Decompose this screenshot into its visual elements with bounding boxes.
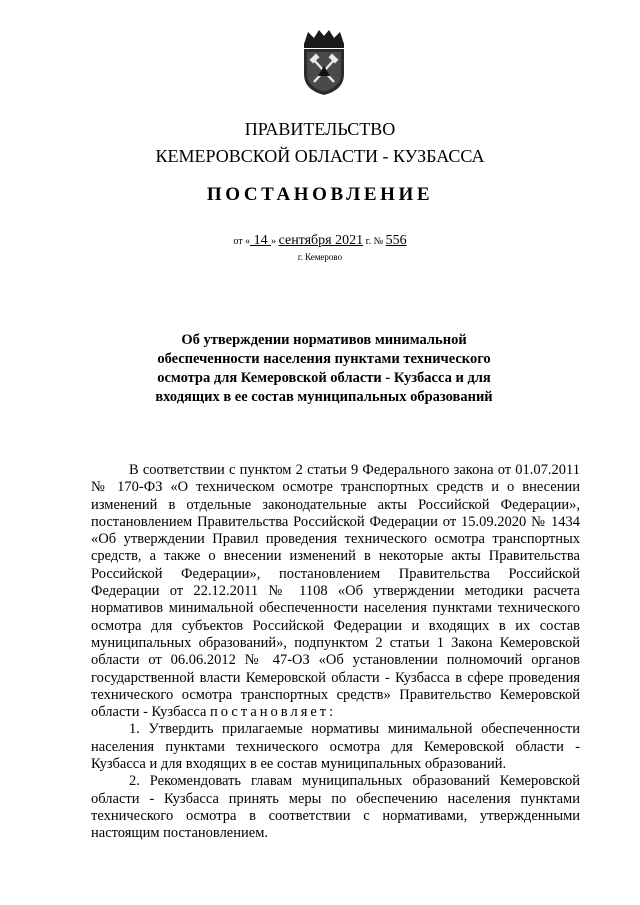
date-suffix: г. [363,236,372,247]
preamble-text: В соответствии с пунктом 2 статьи 9 Федерального закона от 01.07.2011 № 170-ФЗ «О техническом осмотре транспортных средств и о внесении изменений в отдельные законодательные акты Российской Федерации», постановлением Правительства Российской Федерации от 15.09.2020 № 1434 «Об утверждении Правил проведения технического осмотра транспортных средств, а также о внесении изменений в некоторые акты Правительства Российской Федерации», постановлением Правительства Российской Федерации от 22.12.2011 № 1108 «Об утверждении методики расчета нормативов минимальной обеспеченности населения пунктами технического осмотра для субъектов Российской Федерации и входящих в их состав муниципальных образований», подпунктом 2 статьи 1 Закона Кемеровской области от 06.06.2012 № 47-ОЗ «Об установлении полномочий органов государственной власти Кемеровской области - Кузбасса в сфере проведения технического осмотра транспортных средств» Правительство Кемеровской области - Кузбасса [91,462,580,721]
document-title: Об утверждении нормативов минимальной обеспеченности населения пунктами технического осмотра для Кемеровской области - Кузбасса и для входящих в ее состав муниципальных образований [155,332,493,405]
date-day: 14 [250,233,272,248]
date-prefix: от « [233,236,251,247]
document-date-line [0,234,640,249]
coat-of-arms-emblem [298,28,350,96]
preamble-paragraph [91,462,580,721]
date-mid: » [271,236,279,247]
resolves-word: постановляет: [210,704,337,721]
government-name-line1: ПРАВИТЕЛЬСТВО [244,119,396,139]
government-name-line2: КЕМЕРОВСКОЙ ОБЛАСТИ - КУЗБАССА [155,146,485,166]
document-number: 556 [385,233,407,248]
resolution-item-1: 1. Утвердить прилагаемые нормативы минимальной обеспеченности населения пунктами технического осмотра для Кемеровской области - Кузбасса и для входящих в ее состав муниципальных образований. [91,721,580,773]
date-month-year: сентября 2021 [278,233,364,248]
document-body [91,462,580,843]
document-type-heading: ПОСТАНОВЛЕНИЕ [206,184,434,205]
resolution-item-2: 2. Рекомендовать главам муниципальных образований Кемеровской области - Кузбасса принять меры по обеспечению населения пунктами технического осмотра в соответствии с нормативами, утвержденными настоящим постановлением. [91,773,580,842]
city-of-issue: г. Кемерово [297,252,343,262]
number-label: № [373,236,384,247]
